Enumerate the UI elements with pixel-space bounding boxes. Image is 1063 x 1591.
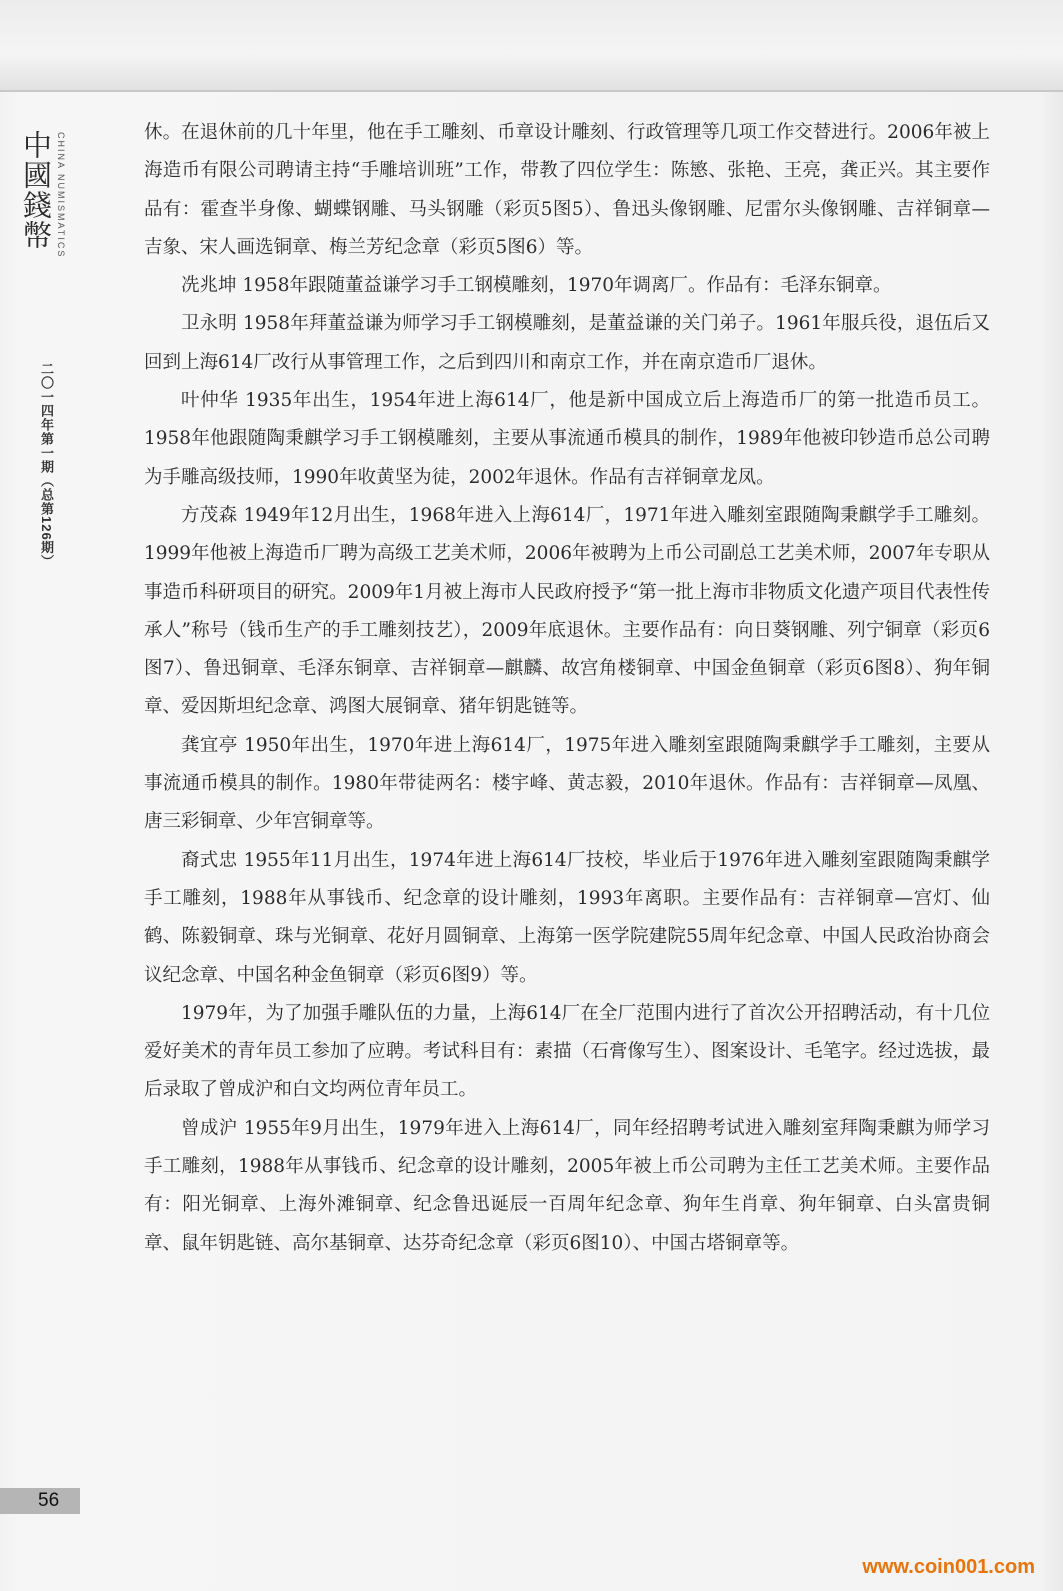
paragraph-9: 曾成沪 1955年9月出生，1979年进入上海614厂，同年经招聘考试进入雕刻室拜陶秉麒为师学习手工雕刻，1988年从事钱币、纪念章的设计雕刻，2005年被上币公司聘为主任工艺美术师。主要作品有：阳光铜章、上海外滩铜章、纪念鲁迅诞辰一百周年纪念章、狗年生肖章、狗年铜章、白头富贵铜章、鼠年钥匙链、高尔基铜章、达芬奇纪念章（彩页6图10）、中国古塔铜章等。 xyxy=(144,1117,990,1254)
journal-logo-english: CHINA NUMISMATICS xyxy=(56,132,66,259)
article-body xyxy=(144,114,990,1263)
paragraph-7: 裔式忠 1955年11月出生，1974年进上海614厂技校，毕业后于1976年进入雕刻室跟随陶秉麒学手工雕刻，1988年从事钱币、纪念章的设计雕刻，1993年离职。主要作品有：吉祥铜章—宫灯、仙鹤、陈毅铜章、珠与光铜章、花好月圆铜章、上海第一医学院建院55周年纪念章、中国人民政治协商会议纪念章、中国名种金鱼铜章（彩页6图9）等。 xyxy=(144,849,990,986)
paragraph-2: 冼兆坤 1958年跟随董益谦学习手工钢模雕刻，1970年调离厂。作品有：毛泽东铜章。 xyxy=(181,275,892,297)
page-number: 56 xyxy=(38,1490,60,1511)
paragraph-8: 1979年，为了加强手雕队伍的力量，上海614厂在全厂范围内进行了首次公开招聘活动，有十几位爱好美术的青年员工参加了应聘。考试科目有：素描（石膏像写生）、图案设计、毛笔字。经过选拔，最后录取了曾成沪和白文均两位青年员工。 xyxy=(144,1002,990,1101)
scan-top-margin xyxy=(0,0,1063,90)
issue-label: 二〇一四年第一期（总第126期） xyxy=(39,362,54,569)
journal-logo: 中國錢幣 xyxy=(19,130,53,250)
watermark: www.coin001.com xyxy=(862,1556,1035,1578)
paragraph-1: 休。在退休前的几十年里，他在手工雕刻、币章设计雕刻、行政管理等几项工作交替进行。2006年被上海造币有限公司聘请主持“手雕培训班”工作，带教了四位学生：陈慜、张艳、王亮，龚正兴。其主要作品有：霍查半身像、蝴蝶钢雕、马头钢雕（彩页5图5）、鲁迅头像钢雕、尼雷尔头像钢雕、吉祥铜章—吉象、宋人画选铜章、梅兰芳纪念章（彩页5图6）等。 xyxy=(144,122,990,258)
paragraph-5: 方茂森 1949年12月出生，1968年进入上海614厂，1971年进入雕刻室跟随陶秉麒学手工雕刻。1999年他被上海造币厂聘为高级工艺美术师，2006年被聘为上币公司副总工艺美术师，2007年专职从事造币科研项目的研究。2009年1月被上海市人民政府授予“第一批上海市非物质文化遗产项目代表性传承人”称号（钱币生产的手工雕刻技艺），2009年底退休。主要作品有：向日葵钢雕、列宁铜章（彩页6图7）、鲁迅铜章、毛泽东铜章、吉祥铜章—麒麟、故宫角楼铜章、中国金鱼铜章（彩页6图8）、狗年铜章、爱因斯坦纪念章、鸿图大展铜章、猪年钥匙链等。 xyxy=(144,504,990,718)
paragraph-6: 龚宜亭 1950年出生，1970年进上海614厂，1975年进入雕刻室跟随陶秉麒学手工雕刻，主要从事流通币模具的制作。1980年带徒两名：楼宇峰、黄志毅，2010年退休。作品有：吉祥铜章—凤凰、唐三彩铜章、少年宫铜章等。 xyxy=(144,734,990,833)
paragraph-3: 卫永明 1958年拜董益谦为师学习手工钢模雕刻，是董益谦的关门弟子。1961年服兵役，退伍后又回到上海614厂改行从事管理工作，之后到四川和南京工作，并在南京造币厂退休。 xyxy=(144,313,990,373)
paragraph-4: 叶仲华 1935年出生，1954年进上海614厂，他是新中国成立后上海造币厂的第一批造币员工。1958年他跟随陶秉麒学习手工钢模雕刻，主要从事流通币模具的制作，1989年他被印钞造币总公司聘为手雕高级技师，1990年收黄坚为徒，2002年退休。作品有吉祥铜章龙凤。 xyxy=(144,390,990,488)
